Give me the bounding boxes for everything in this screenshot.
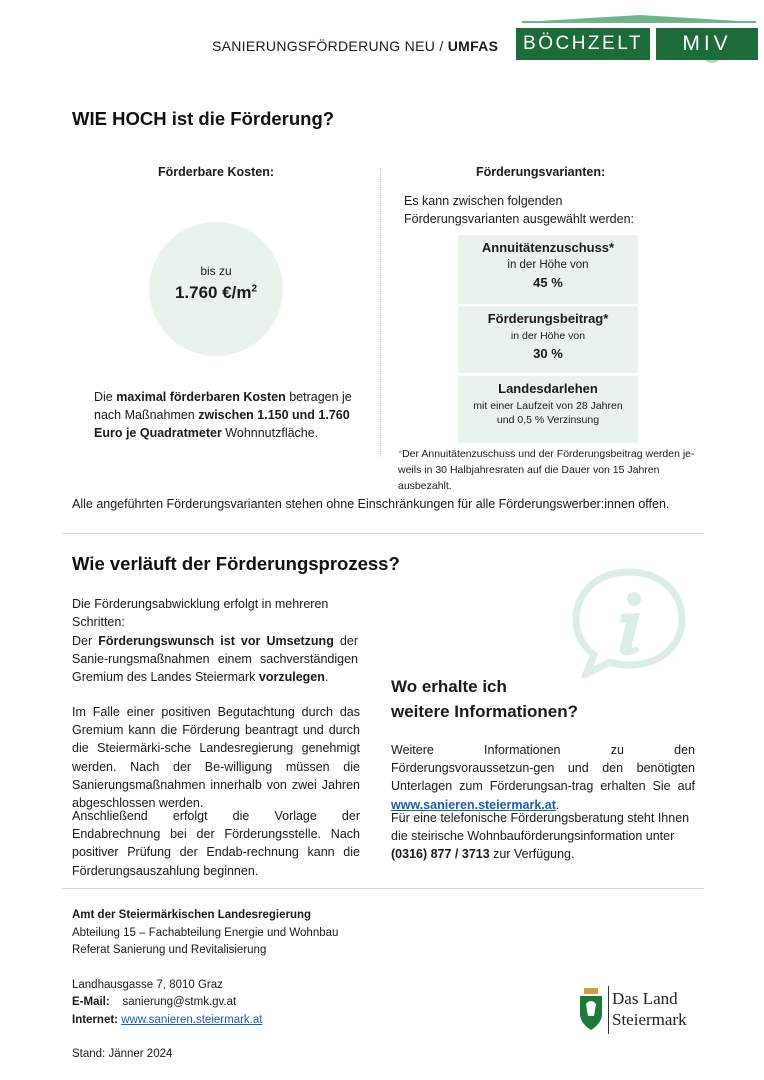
eligible-costs-paragraph: [94, 388, 356, 443]
info-paragraph-2: [391, 809, 691, 864]
footer-stand: Stand: Jänner 2024: [72, 1048, 173, 1060]
variant-value: und 0,5 % Verzinsung: [496, 414, 600, 426]
section-heading-process: Wie verläuft der Förderungsprozess?: [72, 553, 400, 574]
logo-text-right: MIV: [656, 28, 758, 60]
info-heading: [391, 674, 578, 724]
logo-text-left: BÖCHZELT: [516, 28, 650, 60]
divider-1: [62, 533, 704, 534]
section-heading-funding-amount: WIE HOCH ist die Förderung?: [72, 108, 335, 129]
variant-sub: mit einer Laufzeit von 28 Jahren: [473, 400, 623, 412]
footer-org: Amt der Steiermärkischen Landesregierung: [72, 909, 312, 921]
footer-internet-label: Internet:: [72, 1013, 118, 1026]
variant-title: Annuitätenzuschuss*: [481, 240, 615, 255]
info-speech-bubble-icon: [570, 566, 688, 678]
divider-2: [62, 888, 704, 889]
eligible-costs-heading: Förderbare Kosten:: [158, 165, 274, 179]
variant-value: 45 %: [533, 275, 563, 290]
paragraph-run: Förderungswunsch ist vor Umsetzung: [98, 634, 334, 648]
footer-contact: [72, 907, 492, 1064]
info-heading-line2: weitere Informationen?: [391, 702, 579, 721]
info-phone: (0316) 877 / 3713: [391, 847, 490, 862]
steiermark-crest-icon: [578, 988, 604, 1032]
process-step-1: [72, 632, 358, 687]
column-divider: [380, 168, 381, 458]
paragraph-run: der Sanie-rungsmaßnahmen einem sachverständigen Gremium des Landes Steiermark: [72, 634, 358, 685]
footnote-text: Der Annuitätenzuschuss und der Förderungsbeitrag werden je-weils in 30 Halbjahresraten auf die Dauer von 15 Jahren ausbezahlt.: [398, 448, 695, 492]
variant-box-contribution: [458, 306, 638, 373]
info-p2-text: Für eine telefonische Förderungsberatung steht Ihnen die steirische Wohnbauförderungsinformation unter: [391, 811, 690, 844]
paragraph-run: zwischen 1.150 und 1.760 Euro je Quadratmeter: [94, 408, 350, 441]
info-p2-end: zur Verfügung.: [489, 847, 575, 862]
boechzelt-miv-logo: [516, 14, 762, 64]
variant-box-loan: [458, 376, 638, 443]
footer-email-label: E-Mail:: [72, 996, 110, 1008]
variant-value: 30 %: [533, 346, 563, 361]
footer-dept1: Abteilung 15 – Fachabteilung Energie und Wohnbau: [72, 926, 339, 939]
footer-dept2: Referat Sanierung und Revitalisierung: [72, 944, 267, 956]
footer-internet-link[interactable]: www.sanieren.steiermark.at: [121, 1013, 263, 1026]
header-title-part2: UMFAS: [447, 38, 499, 54]
cost-value-text: 1.760 €/m: [174, 283, 252, 302]
cost-circle-label: bis zu: [200, 264, 232, 278]
paragraph-run: maximal förderbaren Kosten: [116, 390, 286, 404]
land-logo-text: [612, 988, 687, 1030]
footer-email[interactable]: sanierung@stmk.gv.at: [122, 996, 237, 1008]
variants-intro: Es kann zwischen folgenden Förderungsvarianten ausgewählt werden:: [404, 194, 634, 227]
process-step-2: Im Falle einer positiven Begutachtung durch das Gremium kann die Förderung beantragt und durch die Steiermärki-sche Landesregierung genehmigt werden. Nach der Be-willigung müssen die Sanierungsmaßnahmen innerhalb von zwei Jahren abgeschlossen werden.: [72, 705, 360, 811]
logo-divider: [608, 986, 609, 1034]
process-step-3: Anschließend erfolgt die Vorlage der Endabrechnung bei der Förderungsstelle. Nach positiver Prüfung der Endab-rechnung kann die Förderungsauszahlung beginnen.: [72, 809, 360, 878]
cost-circle-value: [149, 283, 283, 303]
variant-sub: in der Höhe von: [507, 259, 589, 271]
land-logo-line1: Das Land: [612, 989, 678, 1008]
paragraph-run: Die: [94, 390, 117, 404]
sanieren-link[interactable]: www.sanieren.steiermark.at: [391, 797, 556, 812]
paragraph-run: Der: [72, 634, 99, 648]
variants-open-note: Alle angeführten Förderungsvarianten stehen ohne Einschränkungen für alle Förderungswerber:innen offen.: [72, 497, 670, 511]
info-paragraph-1: [391, 741, 695, 814]
variants-footnote: [398, 446, 704, 494]
land-logo-line2: Steiermark: [612, 1010, 687, 1029]
cost-value-superscript: 2: [251, 283, 258, 295]
paragraph-run: vorzulegen: [258, 670, 325, 685]
variant-box-annuity: [458, 235, 638, 304]
land-steiermark-logo: [578, 986, 698, 1036]
variants-heading: Förderungsvarianten:: [476, 165, 606, 179]
paragraph-run: Wohnnutzfläche.: [221, 426, 319, 441]
header-title-part1: SANIERUNGSFÖRDERUNG NEU /: [212, 38, 444, 54]
variant-title: Förderungsbeitrag*: [487, 311, 609, 326]
footnote-star: *: [398, 448, 403, 460]
variant-title: Landesdarlehen: [498, 381, 598, 396]
info-heading-line1: Wo erhalte ich: [391, 677, 507, 696]
header-title: [212, 38, 498, 54]
info-p1-text: Weitere Informationen zu den Förderungsvoraussetzun-gen und den benötigten Unterlagen zum Förderungsan-trag erhalten Sie auf: [391, 743, 695, 794]
variant-sub: in der Höhe von: [510, 330, 586, 342]
footer-address: Landhausgasse 7, 8010 Graz: [72, 978, 223, 991]
paragraph-run: .: [324, 670, 329, 685]
info-p1-end: .: [555, 797, 560, 812]
paragraph-run: betragen je nach Maßnahmen: [94, 390, 352, 423]
process-intro: Die Förderungsabwicklung erfolgt in mehreren Schritten:: [72, 597, 329, 630]
